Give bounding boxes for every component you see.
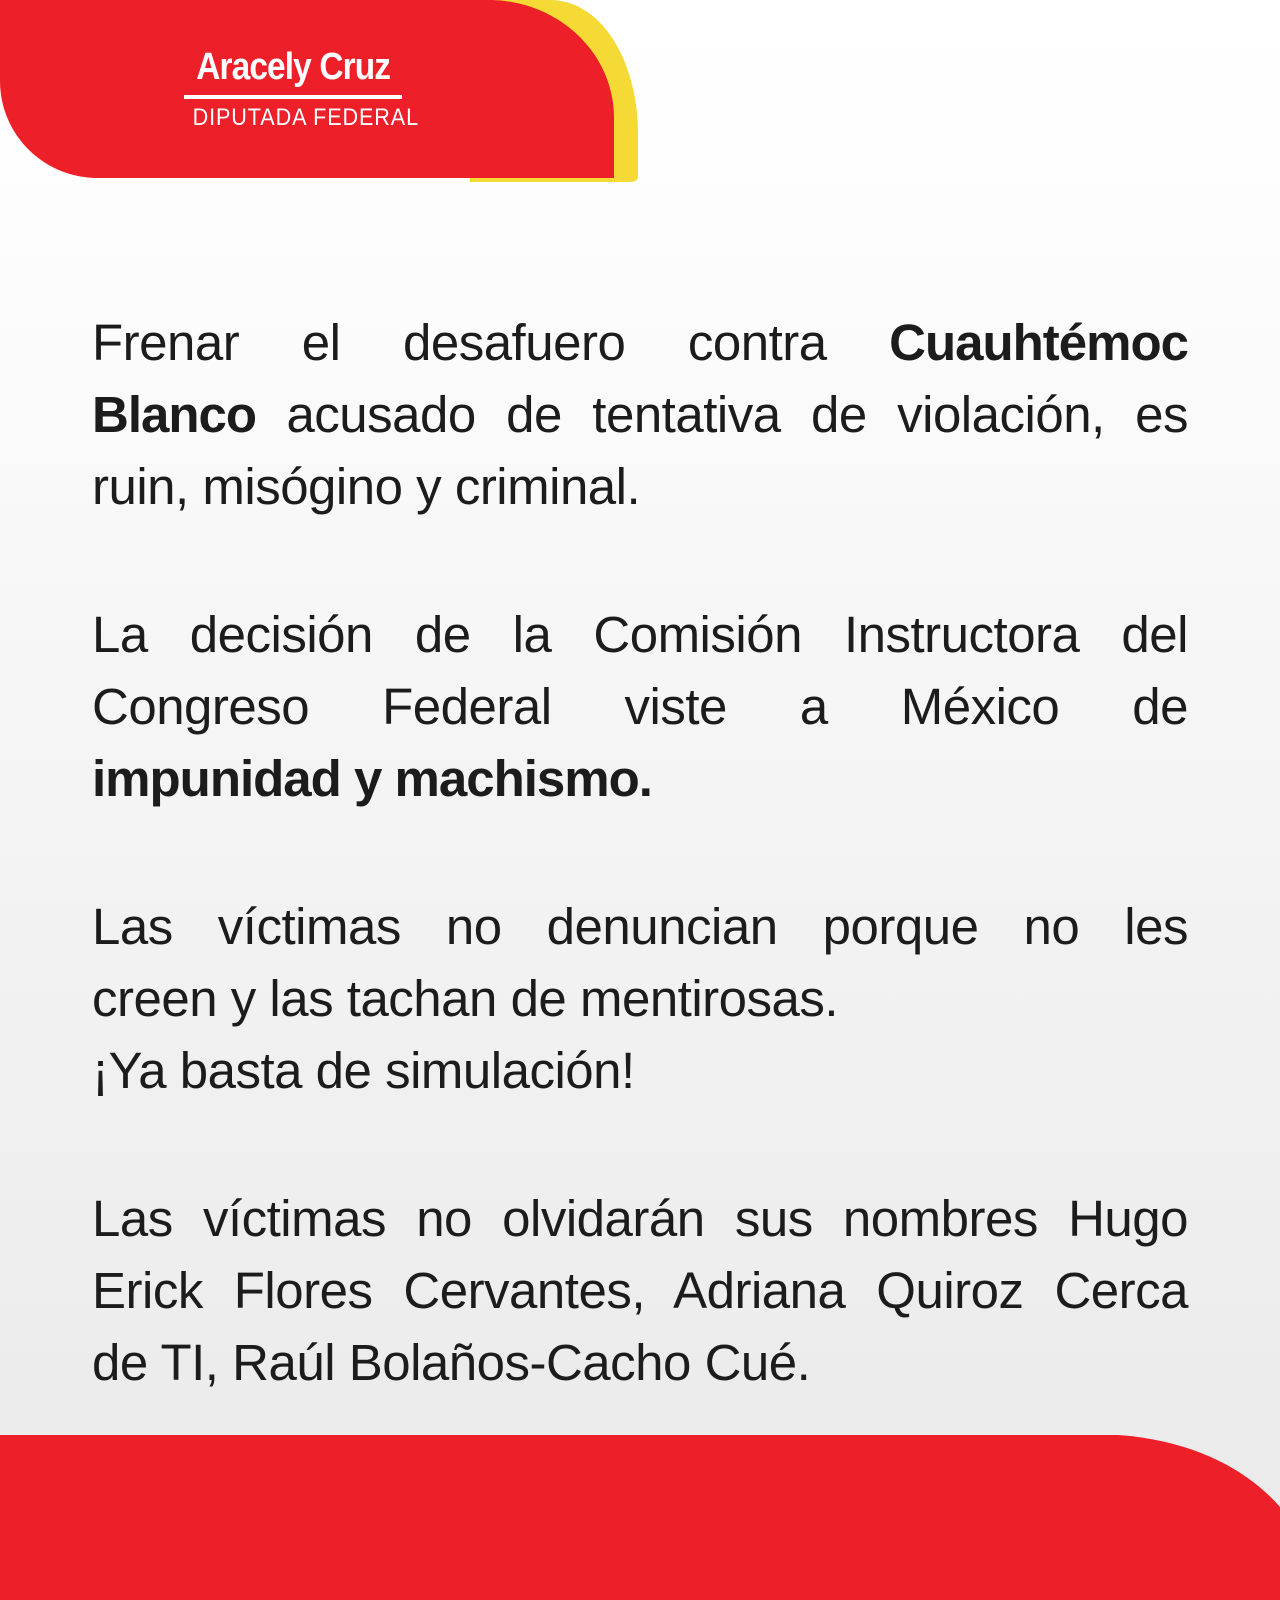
text-line: La decisión de la Comisión Instructora del bbox=[92, 606, 1188, 663]
brand-subtitle: DIPUTADA FEDERAL bbox=[192, 104, 420, 131]
paragraph bbox=[92, 891, 1188, 1107]
footer-red-shape bbox=[0, 1435, 1280, 1600]
text-line: de TI, Raúl Bolaños-Cacho Cué. bbox=[92, 1334, 811, 1391]
text-line: creen y las tachan de mentirosas. bbox=[92, 970, 839, 1027]
footer-band bbox=[0, 1435, 1280, 1600]
text-line: impunidad y machismo. bbox=[92, 750, 652, 807]
logo-lockup bbox=[180, 46, 420, 131]
text-line: ¡Ya basta de simulación! bbox=[92, 1042, 635, 1099]
paragraph bbox=[92, 1183, 1188, 1399]
text-line: Congreso Federal viste a México de bbox=[92, 678, 1188, 735]
text-line: Blanco acusado de tentativa de violación, es bbox=[92, 386, 1188, 443]
text-line: Las víctimas no olvidarán sus nombres Hugo bbox=[92, 1190, 1188, 1247]
text-line: Frenar el desafuero contra Cuauhtémoc bbox=[92, 314, 1188, 371]
text-line: ruin, misógino y criminal. bbox=[92, 458, 641, 515]
logo-underline bbox=[184, 95, 402, 99]
text-line: Erick Flores Cervantes, Adriana Quiroz Cerca bbox=[92, 1262, 1188, 1319]
text-line: Las víctimas no denuncian porque no les bbox=[92, 898, 1188, 955]
statement-text bbox=[92, 307, 1188, 1399]
paragraph bbox=[92, 599, 1188, 815]
paragraph bbox=[92, 307, 1188, 523]
brand-name: Aracely Cruz bbox=[196, 46, 390, 88]
